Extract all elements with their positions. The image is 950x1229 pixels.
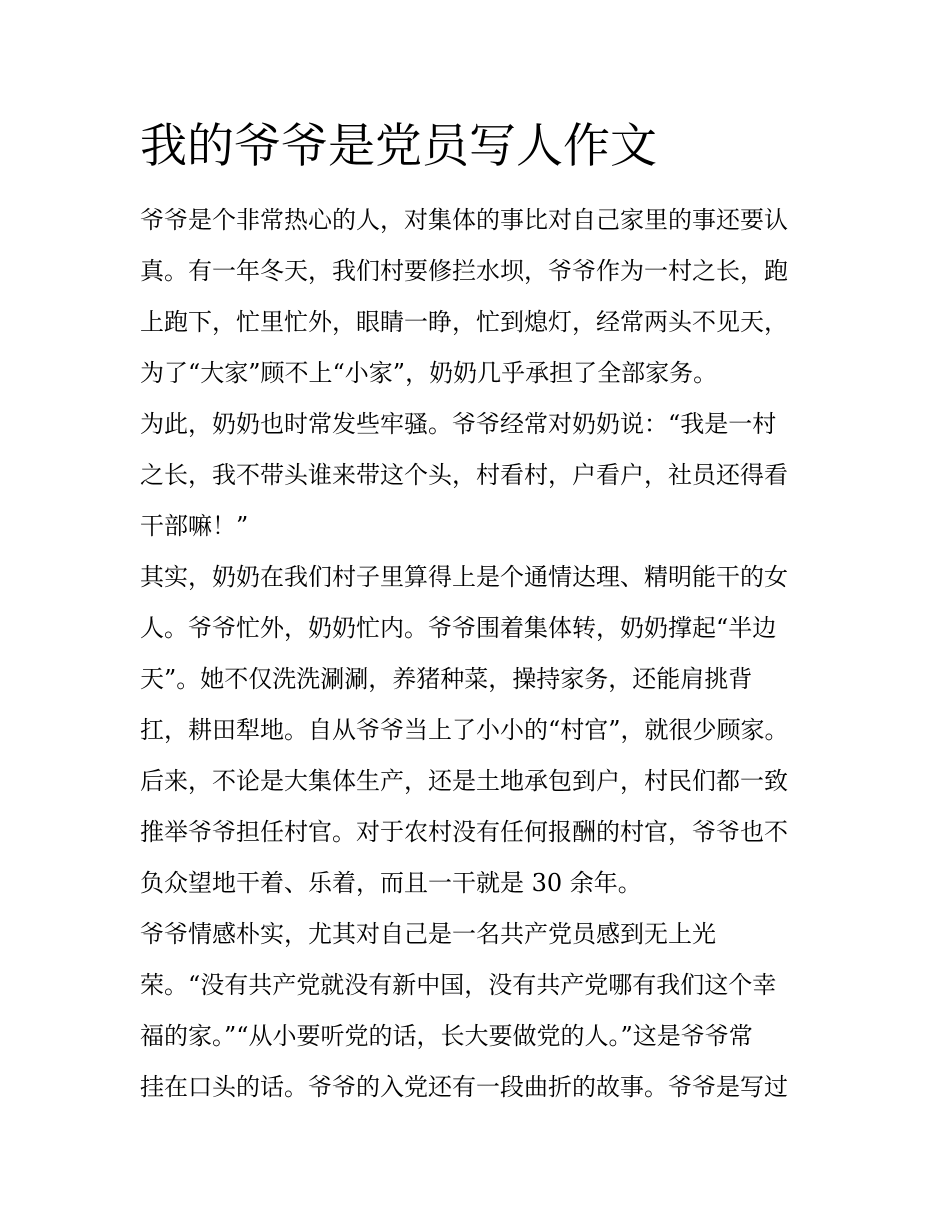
text-line: 扛，耕田犁地。自从爷爷当上了小小的“村官”，就很少顾家。 [140, 716, 789, 744]
text-line: 上跑下，忙里忙外，眼睛一睁，忙到熄灯，经常两头不见天， [140, 308, 788, 336]
text-line: 爷爷是个非常热心的人，对集体的事比对自己家里的事还要认 [140, 206, 788, 234]
text-line: 其实，奶奶在我们村子里算得上是个通情达理、精明能干的女 [140, 563, 788, 591]
text-line: 真。有一年冬天，我们村要修拦水坝，爷爷作为一村之长，跑 [140, 257, 788, 285]
text-line: 天”。她不仅洗洗涮涮，养猪种菜，操持家务，还能肩挑背 [140, 665, 753, 693]
text-line: 荣。“没有共产党就没有新中国，没有共产党哪有我们这个幸 [140, 971, 777, 999]
text-line: 挂在口头的话。爷爷的入党还有一段曲折的故事。爷爷是写过 [140, 1073, 788, 1101]
text-line: 福的家。”“从小要听党的话，长大要做党的人。”这是爷爷常 [140, 1022, 753, 1050]
text-line: 负众望地干着、乐着，而且一干就是 30 余年。 [140, 869, 642, 897]
text-line: 为了“大家”顾不上“小家”，奶奶几乎承担了全部家务。 [140, 359, 718, 387]
text-line: 爷爷情感朴实，尤其对自己是一名共产党员感到无上光 [140, 920, 716, 948]
text-line: 干部嘛！” [140, 512, 249, 540]
text-line: 推举爷爷担任村官。对于农村没有任何报酬的村官，爷爷也不 [140, 818, 788, 846]
text-line: 为此，奶奶也时常发些牢骚。爷爷经常对奶奶说：“我是一村 [140, 410, 777, 438]
document-title: 我的爷爷是党员写人作文 [140, 119, 657, 174]
text-line: 之长，我不带头谁来带这个头，村看村，户看户，社员还得看 [140, 461, 788, 489]
text-line: 后来，不论是大集体生产，还是土地承包到户，村民们都一致 [140, 767, 788, 795]
text-line: 人。爷爷忙外，奶奶忙内。爷爷围着集体转，奶奶撑起“半边 [140, 614, 777, 642]
